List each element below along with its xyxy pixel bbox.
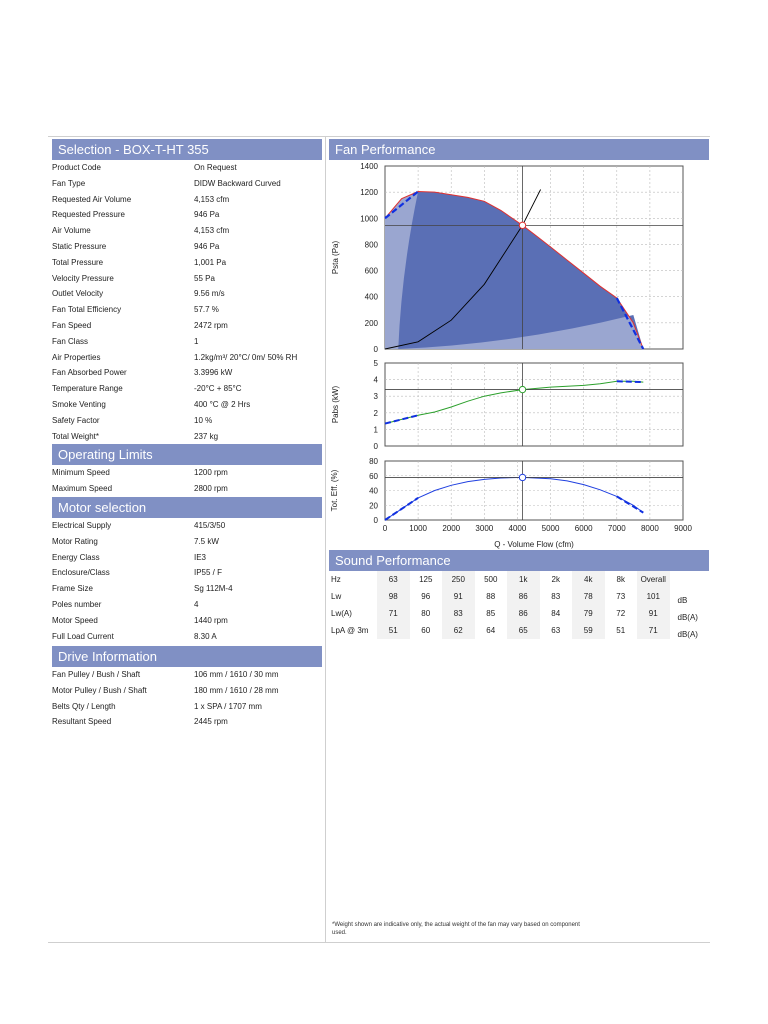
y-tick-label: 1000 [360, 214, 378, 224]
selection-list [52, 160, 322, 444]
operating-point-marker [519, 386, 525, 392]
spec-row [52, 667, 322, 683]
sound-value-cell: 86 [507, 588, 540, 605]
spec-label: Smoke Venting [52, 399, 106, 409]
spec-row [52, 239, 322, 255]
spec-label: Minimum Speed [52, 468, 110, 477]
sound-value-cell: 84 [551, 609, 561, 618]
spec-row [52, 565, 322, 581]
y-tick-label: 0 [373, 345, 378, 354]
spec-label: Requested Pressure [52, 210, 125, 220]
spec-value: 4 [194, 599, 199, 609]
y-axis-label: Pabs (kW) [331, 385, 340, 424]
sound-header-cell: 1k [507, 571, 540, 588]
chart-panel-1 [385, 166, 683, 349]
sound-value-cell: 71 [377, 605, 410, 622]
spec-label: Requested Air Volume [52, 194, 132, 204]
spec-row [52, 699, 322, 715]
spec-row [52, 518, 322, 534]
y-tick-label: 600 [364, 266, 378, 276]
sound-header-cell: 125 [419, 575, 433, 584]
spec-value: 415/3/50 [194, 521, 226, 530]
sound-value-cell: 63 [551, 626, 561, 635]
sound-table [328, 571, 710, 639]
spec-row [52, 176, 322, 192]
spec-label: Motor Pulley / Bush / Shaft [52, 685, 147, 695]
sound-value-cell: 72 [616, 609, 626, 618]
spec-value: 1440 rpm [194, 615, 228, 625]
x-tick-label: 5000 [541, 524, 560, 533]
y-tick-label: 0 [373, 442, 378, 451]
spec-row [52, 207, 322, 223]
spec-row [52, 271, 322, 287]
spec-row [52, 350, 322, 366]
spec-row [52, 192, 322, 208]
y-tick-label: 4 [373, 375, 378, 385]
y-tick-label: 60 [369, 471, 378, 481]
y-tick-label: 80 [369, 457, 378, 466]
spec-value: 1200 rpm [194, 468, 228, 477]
operating-point-marker [519, 474, 525, 480]
spec-label: Fan Total Efficiency [52, 305, 122, 315]
sound-value-cell: 91 [637, 605, 670, 622]
sound-row-label: LpA @ 3m [331, 626, 369, 635]
plot-area [385, 363, 683, 446]
spec-row [52, 286, 322, 302]
x-tick-label: 4000 [508, 524, 527, 533]
sound-value-cell: 65 [507, 622, 540, 639]
spec-value: 57.7 % [194, 305, 219, 315]
x-tick-label: 3000 [475, 524, 494, 533]
spec-row [52, 683, 322, 699]
spec-row [52, 381, 322, 397]
spec-label: Temperature Range [52, 384, 123, 394]
x-tick-label: 1000 [409, 524, 428, 533]
spec-value: 1,001 Pa [194, 257, 227, 267]
spec-value: 180 mm / 1610 / 28 mm [194, 685, 279, 695]
sound-header-cell: 8k [616, 575, 625, 584]
sound-value-cell: 86 [507, 605, 540, 622]
sound-value-cell: 64 [486, 626, 496, 635]
y-tick-label: 5 [373, 359, 378, 368]
spec-row [52, 318, 322, 334]
sound-value-cell: 79 [572, 605, 605, 622]
spec-row [52, 629, 322, 645]
sound-header-cell: Overall [637, 571, 670, 588]
spec-value: IE3 [194, 552, 207, 562]
y-tick-label: 40 [369, 486, 378, 496]
spec-label: Motor Speed [52, 615, 98, 625]
spec-row [52, 429, 322, 445]
drive-information-header: Drive Information [52, 646, 322, 667]
sound-value-cell: 91 [442, 588, 475, 605]
spec-value: 1.2kg/m³/ 20°C/ 0m/ 50% RH [194, 352, 298, 362]
spec-value: 3.3996 kW [194, 368, 233, 378]
spec-value: 946 Pa [194, 241, 220, 251]
sound-unit: dB [677, 596, 688, 605]
sound-header-cell: 2k [551, 575, 560, 584]
spec-row [52, 160, 322, 176]
x-tick-label: 7000 [607, 524, 626, 533]
drive-information-list [52, 667, 322, 730]
spec-value: 9.56 m/s [194, 289, 225, 299]
chart-panel-2 [385, 363, 683, 446]
spec-label: Enclosure/Class [52, 568, 110, 578]
top-rule [48, 136, 710, 137]
spec-label: Fan Pulley / Bush / Shaft [52, 670, 141, 679]
spec-label: Safety Factor [52, 415, 100, 425]
spec-value: 106 mm / 1610 / 30 mm [194, 670, 279, 679]
spec-value: 4,153 cfm [194, 194, 230, 204]
y-axis-label: Tot. Eff. (%) [330, 469, 339, 512]
sound-value-cell: 71 [637, 622, 670, 639]
fan-performance-header: Fan Performance [329, 139, 709, 160]
sound-header-row [328, 571, 706, 588]
spec-row [52, 597, 322, 613]
sound-unit: dB(A) [677, 630, 698, 639]
spec-row [52, 397, 322, 413]
spec-value: 8.30 A [194, 631, 217, 641]
chart-panel-3 [385, 461, 683, 520]
spec-label: Fan Class [52, 336, 89, 346]
spec-value: 7.5 kW [194, 536, 219, 546]
spec-label: Belts Qty / Length [52, 701, 116, 711]
spec-row [52, 255, 322, 271]
weight-footnote: *Weight shown are indicative only, the actual weight of the fan may vary based on component used. [332, 922, 580, 936]
spec-row [52, 223, 322, 239]
spec-label: Air Properties [52, 352, 101, 362]
spec-value: 10 % [194, 415, 213, 425]
y-tick-label: 20 [369, 501, 378, 511]
spec-value: 2800 rpm [194, 483, 228, 493]
y-tick-label: 0 [373, 516, 378, 525]
spec-label: Maximum Speed [52, 483, 113, 493]
sound-value-cell: 78 [572, 588, 605, 605]
sound-header-cell: 63 [377, 571, 410, 588]
spec-value: 4,153 cfm [194, 226, 230, 236]
spec-value: 1 x SPA / 1707 mm [194, 701, 262, 711]
spec-value: 237 kg [194, 431, 219, 441]
spec-label: Poles number [52, 599, 102, 609]
spec-label: Fan Speed [52, 320, 92, 330]
spec-label: Fan Absorbed Power [52, 368, 127, 378]
spec-value: DIDW Backward Curved [194, 178, 281, 188]
sound-header-cell: 4k [572, 571, 605, 588]
y-tick-label: 400 [364, 292, 378, 302]
spec-label: Energy Class [52, 552, 100, 562]
spec-value: -20°C + 85°C [194, 384, 242, 394]
spec-row [52, 550, 322, 566]
sound-row-label: Lw(A) [331, 609, 352, 618]
motor-selection-list [52, 518, 322, 644]
sound-value-cell: 51 [377, 622, 410, 639]
sound-unit: dB(A) [677, 613, 698, 622]
y-tick-label: 1200 [360, 188, 378, 198]
sound-unit-cell [670, 571, 706, 588]
x-tick-label: 0 [382, 524, 388, 533]
spec-value: 1 [194, 336, 199, 346]
spec-row [52, 481, 322, 497]
spec-label: Electrical Supply [52, 521, 112, 530]
column-divider [325, 136, 326, 942]
sound-row [328, 588, 706, 605]
spec-label: Fan Type [52, 178, 86, 188]
spec-value: Sg 112M-4 [194, 584, 233, 594]
performance-chart-svg [328, 160, 708, 552]
spec-row [52, 365, 322, 381]
sound-performance-header: Sound Performance [329, 550, 709, 571]
spec-row [52, 465, 322, 481]
sound-row [328, 605, 706, 622]
sound-value-cell: 73 [616, 592, 626, 601]
operating-point-marker [519, 222, 525, 228]
spec-label: Frame Size [52, 584, 93, 594]
spec-label: Total Pressure [52, 257, 104, 267]
fan-performance-charts [328, 160, 708, 552]
curve-limit-end [617, 381, 643, 382]
y-tick-label: 2 [373, 408, 378, 418]
sound-row-label: Lw [331, 592, 342, 601]
sound-header-cell: Hz [331, 575, 341, 584]
x-tick-label: 9000 [674, 524, 692, 533]
y-tick-label: 1400 [360, 162, 378, 171]
spec-row [52, 613, 322, 629]
operating-limits-list [52, 465, 322, 497]
sound-value-cell: 83 [551, 592, 561, 601]
operating-limits-header: Operating Limits [52, 444, 322, 465]
spec-value: 946 Pa [194, 210, 220, 220]
sound-value-cell: 60 [421, 626, 431, 635]
sound-header-cell: 500 [484, 575, 498, 584]
spec-row [52, 334, 322, 350]
x-axis-label: Q - Volume Flow (cfm) [494, 540, 574, 549]
spec-row [52, 534, 322, 550]
sound-row [328, 622, 706, 639]
spec-label: Static Pressure [52, 241, 107, 251]
sound-value-cell: 101 [637, 588, 670, 605]
spec-value: 400 °C @ 2 Hrs [194, 399, 251, 409]
sound-value-cell: 85 [486, 609, 496, 618]
bottom-rule [48, 942, 710, 943]
sound-header-cell: 250 [442, 571, 475, 588]
sound-value-cell: 88 [486, 592, 496, 601]
spec-row [52, 302, 322, 318]
spec-label: Motor Rating [52, 536, 98, 546]
spec-label: Product Code [52, 163, 101, 172]
y-tick-label: 200 [364, 318, 378, 328]
sound-value-cell: 98 [377, 588, 410, 605]
sound-value-cell: 83 [442, 605, 475, 622]
y-tick-label: 3 [373, 392, 378, 402]
spec-value: IP55 / F [194, 568, 223, 578]
x-tick-label: 2000 [442, 524, 461, 533]
sound-value-cell: 51 [616, 626, 626, 635]
spec-value: 2472 rpm [194, 320, 228, 330]
x-tick-label: 6000 [574, 524, 593, 533]
motor-selection-header: Motor selection [52, 497, 322, 518]
spec-value: On Request [194, 163, 237, 172]
spec-label: Outlet Velocity [52, 289, 104, 299]
sound-value-cell: 80 [421, 609, 431, 618]
spec-label: Full Load Current [52, 631, 114, 641]
sound-value-cell: 59 [572, 622, 605, 639]
sound-value-cell: 62 [442, 622, 475, 639]
spec-value: 2445 rpm [194, 717, 228, 727]
sound-value-cell: 96 [421, 592, 431, 601]
y-tick-label: 1 [373, 425, 378, 435]
x-tick-label: 8000 [640, 524, 659, 533]
spec-label: Velocity Pressure [52, 273, 114, 283]
spec-label: Resultant Speed [52, 717, 112, 727]
spec-label: Air Volume [52, 226, 91, 236]
spec-row [52, 413, 322, 429]
selection-header: Selection - BOX-T-HT 355 [52, 139, 322, 160]
y-axis-label: Psta (Pa) [331, 240, 340, 275]
spec-label: Total Weight* [52, 431, 99, 441]
spec-value: 55 Pa [194, 273, 215, 283]
spec-row [52, 714, 322, 730]
y-tick-label: 800 [364, 240, 378, 250]
spec-row [52, 581, 322, 597]
